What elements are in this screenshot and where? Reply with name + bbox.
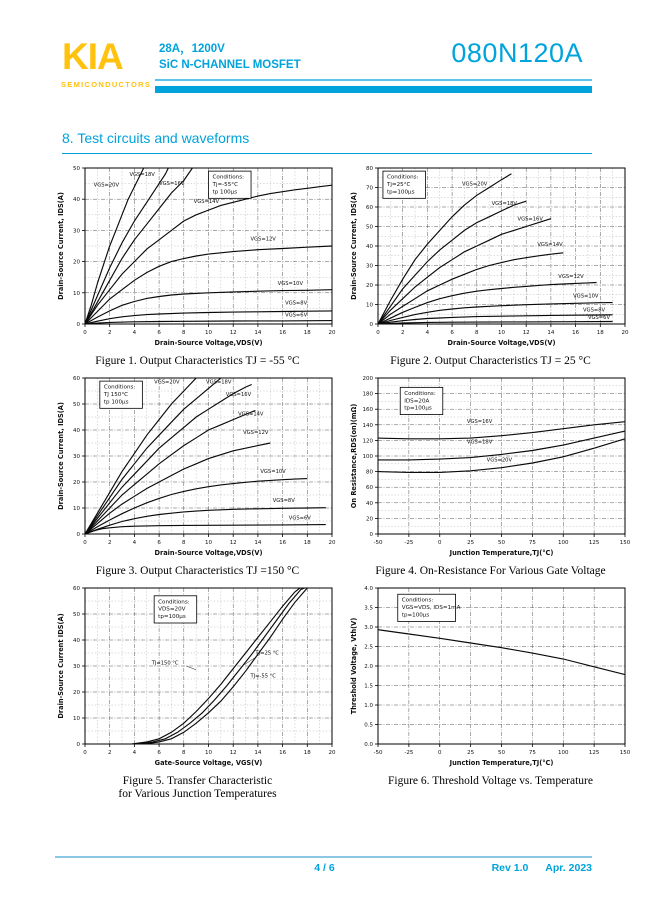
figure-6 bbox=[348, 582, 633, 801]
svg-text:TJ=150 °C: TJ=150 °C bbox=[151, 660, 179, 667]
device-subtitle bbox=[159, 41, 301, 73]
svg-text:4: 4 bbox=[132, 750, 137, 756]
svg-text:0.5: 0.5 bbox=[364, 722, 373, 729]
svg-text:12: 12 bbox=[229, 750, 237, 756]
svg-text:2: 2 bbox=[107, 750, 112, 756]
svg-text:20: 20 bbox=[328, 750, 336, 756]
svg-text:4: 4 bbox=[132, 330, 137, 336]
svg-text:150: 150 bbox=[619, 750, 631, 756]
svg-text:18: 18 bbox=[303, 750, 311, 756]
svg-text:12: 12 bbox=[522, 330, 530, 336]
figure-4-chart bbox=[348, 372, 633, 564]
svg-text:20: 20 bbox=[328, 540, 336, 546]
svg-text:VGS=6V: VGS=6V bbox=[285, 312, 308, 319]
svg-text:2: 2 bbox=[400, 330, 405, 336]
svg-text:50: 50 bbox=[73, 166, 80, 172]
svg-text:180: 180 bbox=[362, 391, 373, 398]
svg-text:2.0: 2.0 bbox=[364, 664, 373, 670]
svg-text:VGS=8V: VGS=8V bbox=[285, 300, 308, 307]
svg-text:VGS=VDS, IDS=1mA: VGS=VDS, IDS=1mA bbox=[401, 605, 461, 612]
svg-text:160: 160 bbox=[362, 407, 373, 414]
svg-text:2.5: 2.5 bbox=[364, 644, 373, 651]
svg-text:VGS=16V: VGS=16V bbox=[517, 216, 543, 223]
section-title: 8. Test circuits and waveforms bbox=[62, 130, 592, 154]
svg-text:10: 10 bbox=[73, 506, 80, 512]
svg-text:On Resistance,RDS(on)(mΩ): On Resistance,RDS(on)(mΩ) bbox=[350, 403, 358, 509]
figure-1-chart bbox=[55, 162, 340, 354]
svg-text:40: 40 bbox=[366, 244, 373, 250]
svg-text:Drain-Source Current, IDS(A): Drain-Source Current, IDS(A) bbox=[57, 192, 65, 300]
part-number: 080N120A bbox=[451, 38, 583, 68]
svg-text:12: 12 bbox=[229, 330, 237, 336]
svg-text:20: 20 bbox=[621, 330, 629, 336]
svg-text:1.5: 1.5 bbox=[364, 683, 373, 690]
figure-3-chart bbox=[55, 372, 340, 564]
svg-text:40: 40 bbox=[73, 197, 80, 204]
svg-text:6: 6 bbox=[450, 330, 454, 336]
svg-text:75: 75 bbox=[528, 750, 536, 756]
svg-text:0: 0 bbox=[83, 330, 87, 336]
header-divider-bar bbox=[155, 86, 592, 93]
svg-text:0: 0 bbox=[438, 540, 442, 546]
revision-label: Rev 1.0 bbox=[491, 862, 529, 874]
figure-5-caption: Figure 5. Transfer Characteristic for Various Junction Temperatures bbox=[118, 775, 277, 800]
svg-text:140: 140 bbox=[362, 422, 373, 429]
svg-text:0: 0 bbox=[76, 322, 80, 328]
header-divider-thin bbox=[155, 79, 592, 81]
svg-text:Junction Temperature,TJ(°C): Junction Temperature,TJ(°C) bbox=[449, 759, 554, 767]
svg-text:VGS=14V: VGS=14V bbox=[193, 198, 220, 205]
svg-text:0: 0 bbox=[76, 742, 80, 748]
svg-text:0: 0 bbox=[369, 322, 373, 328]
device-rating: 28A，1200V bbox=[159, 43, 225, 55]
svg-text:Conditions:: Conditions: bbox=[212, 174, 244, 181]
svg-text:VGS=10V: VGS=10V bbox=[277, 281, 304, 287]
svg-text:VDS=20V: VDS=20V bbox=[158, 606, 186, 613]
svg-text:50: 50 bbox=[73, 402, 80, 408]
svg-text:VGS=14V: VGS=14V bbox=[537, 242, 563, 248]
svg-text:50: 50 bbox=[498, 750, 505, 756]
revision-date: Apr. 2023 bbox=[545, 862, 592, 874]
figure-5 bbox=[55, 582, 340, 801]
svg-text:120: 120 bbox=[362, 438, 373, 445]
svg-text:VGS=8V: VGS=8V bbox=[583, 307, 606, 314]
svg-text:VGS=18V: VGS=18V bbox=[491, 201, 517, 208]
svg-text:10: 10 bbox=[73, 290, 80, 297]
svg-text:tp=100μs: tp=100μs bbox=[158, 614, 186, 621]
svg-text:2: 2 bbox=[107, 540, 112, 546]
svg-text:3.5: 3.5 bbox=[364, 605, 373, 612]
svg-text:VGS=12V: VGS=12V bbox=[558, 274, 584, 281]
page-number: 4 / 6 bbox=[314, 862, 335, 874]
svg-text:1.0: 1.0 bbox=[364, 703, 373, 709]
svg-text:VGS=6V: VGS=6V bbox=[587, 314, 611, 321]
svg-text:-25: -25 bbox=[404, 750, 414, 756]
svg-text:10: 10 bbox=[205, 330, 212, 336]
figure-4 bbox=[348, 372, 633, 578]
svg-text:18: 18 bbox=[303, 330, 311, 336]
svg-text:tp=100μs: tp=100μs bbox=[401, 612, 430, 619]
svg-text:Drain-Source Current, IDS(A): Drain-Source Current, IDS(A) bbox=[350, 192, 358, 300]
svg-text:10: 10 bbox=[205, 750, 212, 756]
svg-text:-25: -25 bbox=[404, 540, 414, 546]
svg-text:Drain-Source Current, IDS(A): Drain-Source Current, IDS(A) bbox=[57, 402, 65, 510]
svg-text:6: 6 bbox=[157, 540, 161, 546]
svg-text:VGS=14V: VGS=14V bbox=[238, 411, 264, 418]
svg-text:tp=100μs: tp=100μs bbox=[404, 405, 432, 412]
svg-text:Drain-Source Voltage,VDS(V): Drain-Source Voltage,VDS(V) bbox=[154, 339, 263, 347]
svg-text:50: 50 bbox=[498, 540, 505, 546]
svg-text:0: 0 bbox=[369, 532, 373, 538]
figure-4-caption: Figure 4. On-Resistance For Various Gate Voltage bbox=[375, 565, 606, 577]
svg-text:25: 25 bbox=[467, 750, 475, 756]
svg-text:0: 0 bbox=[76, 532, 80, 538]
svg-text:Conditions:: Conditions: bbox=[401, 597, 434, 604]
svg-text:30: 30 bbox=[73, 664, 80, 670]
svg-text:30: 30 bbox=[366, 263, 373, 270]
svg-text:VGS=10V: VGS=10V bbox=[260, 468, 286, 475]
svg-text:VGS=8V: VGS=8V bbox=[272, 498, 295, 505]
figure-5-chart bbox=[55, 582, 340, 774]
svg-text:100: 100 bbox=[558, 540, 569, 546]
svg-text:20: 20 bbox=[366, 516, 373, 523]
svg-text:20: 20 bbox=[328, 330, 336, 336]
svg-text:30: 30 bbox=[73, 454, 80, 460]
figure-2-chart bbox=[348, 162, 633, 354]
svg-text:VGS=18V: VGS=18V bbox=[206, 379, 232, 386]
svg-text:VGS=10V: VGS=10V bbox=[573, 293, 599, 300]
svg-text:14: 14 bbox=[254, 540, 262, 546]
svg-text:0: 0 bbox=[83, 540, 87, 546]
svg-text:Gate-Source Voltage, VGS(V): Gate-Source Voltage, VGS(V) bbox=[154, 759, 263, 767]
svg-text:6: 6 bbox=[157, 750, 161, 756]
svg-text:25: 25 bbox=[467, 540, 475, 546]
svg-text:40: 40 bbox=[73, 638, 80, 644]
svg-text:8: 8 bbox=[475, 330, 479, 336]
svg-text:VGS=20V: VGS=20V bbox=[93, 182, 120, 189]
svg-text:100: 100 bbox=[558, 750, 569, 756]
svg-text:10: 10 bbox=[498, 330, 505, 336]
svg-text:VGS=18V: VGS=18V bbox=[466, 439, 493, 446]
svg-text:0: 0 bbox=[83, 750, 87, 756]
svg-text:70: 70 bbox=[366, 185, 373, 192]
svg-text:16: 16 bbox=[572, 330, 580, 336]
svg-text:VGS=12V: VGS=12V bbox=[250, 236, 276, 243]
svg-text:30: 30 bbox=[73, 228, 80, 235]
svg-text:6: 6 bbox=[157, 330, 161, 336]
svg-text:60: 60 bbox=[73, 376, 80, 382]
svg-text:20: 20 bbox=[366, 283, 373, 289]
svg-text:4.0: 4.0 bbox=[364, 586, 373, 592]
svg-text:60: 60 bbox=[366, 485, 373, 492]
svg-text:VGS=18V: VGS=18V bbox=[129, 171, 155, 178]
svg-text:40: 40 bbox=[73, 428, 80, 434]
svg-text:Drain-Source Voltage,VDS(V): Drain-Source Voltage,VDS(V) bbox=[154, 549, 263, 557]
svg-text:Conditions:: Conditions: bbox=[158, 599, 190, 606]
svg-text:IDS=20A: IDS=20A bbox=[404, 398, 430, 405]
svg-text:8: 8 bbox=[182, 540, 186, 546]
svg-text:60: 60 bbox=[366, 205, 373, 211]
svg-text:50: 50 bbox=[366, 224, 373, 231]
svg-text:4: 4 bbox=[132, 540, 137, 546]
svg-text:20: 20 bbox=[73, 690, 80, 696]
svg-text:TJ 150°C: TJ 150°C bbox=[103, 392, 129, 399]
svg-text:10: 10 bbox=[205, 540, 212, 546]
svg-text:100: 100 bbox=[362, 454, 373, 460]
svg-text:tp=100μs: tp=100μs bbox=[386, 189, 415, 196]
svg-text:0: 0 bbox=[376, 330, 380, 336]
svg-text:Drain-Source Current IDS(A): Drain-Source Current IDS(A) bbox=[57, 613, 65, 719]
svg-text:4: 4 bbox=[425, 330, 430, 336]
svg-text:10: 10 bbox=[73, 716, 80, 722]
figure-2 bbox=[348, 162, 633, 368]
figure-3-caption: Figure 3. Output Characteristics TJ =150 °C bbox=[95, 565, 300, 577]
svg-text:TJ=25 °C: TJ=25 °C bbox=[255, 650, 279, 657]
svg-text:40: 40 bbox=[366, 500, 373, 507]
chart-svg bbox=[55, 582, 340, 774]
svg-text:VGS=20V: VGS=20V bbox=[486, 457, 513, 464]
svg-text:Threshold Voltage, Vth(V): Threshold Voltage, Vth(V) bbox=[350, 617, 358, 715]
figure-6-caption: Figure 6. Threshold Voltage vs. Temperature bbox=[388, 775, 593, 787]
svg-text:14: 14 bbox=[254, 750, 262, 756]
svg-text:80: 80 bbox=[366, 166, 373, 172]
svg-text:Drain-Source Voltage,VDS(V): Drain-Source Voltage,VDS(V) bbox=[447, 339, 556, 347]
svg-text:20: 20 bbox=[73, 259, 80, 266]
svg-text:200: 200 bbox=[362, 376, 373, 382]
kia-logo-subtext: SEMICONDUCTORS bbox=[61, 80, 152, 89]
svg-text:18: 18 bbox=[596, 330, 604, 336]
svg-text:12: 12 bbox=[229, 540, 237, 546]
svg-text:80: 80 bbox=[366, 469, 373, 476]
svg-text:3.0: 3.0 bbox=[364, 625, 373, 631]
svg-text:16: 16 bbox=[279, 540, 287, 546]
svg-text:20: 20 bbox=[73, 480, 80, 486]
svg-text:VGS=20V: VGS=20V bbox=[461, 181, 488, 188]
svg-text:Conditions:: Conditions: bbox=[103, 384, 136, 391]
svg-text:16: 16 bbox=[279, 330, 287, 336]
svg-text:125: 125 bbox=[588, 540, 600, 546]
svg-text:150: 150 bbox=[619, 540, 631, 546]
svg-text:tp 100μs: tp 100μs bbox=[103, 399, 129, 406]
kia-logo: KIA bbox=[62, 36, 123, 77]
figure-6-chart bbox=[348, 582, 633, 774]
chart-svg bbox=[55, 162, 340, 354]
svg-text:8: 8 bbox=[182, 750, 186, 756]
svg-text:Tj=-55°C: Tj=-55°C bbox=[212, 182, 238, 189]
svg-text:Conditions:: Conditions: bbox=[386, 174, 419, 181]
chart-svg bbox=[348, 372, 633, 564]
svg-text:0: 0 bbox=[438, 750, 442, 756]
svg-text:Tj=25°C: Tj=25°C bbox=[386, 182, 411, 189]
svg-text:VGS=16V: VGS=16V bbox=[225, 392, 252, 399]
svg-text:-50: -50 bbox=[373, 540, 383, 546]
svg-text:Junction Temperature,TJ(°C): Junction Temperature,TJ(°C) bbox=[449, 549, 554, 557]
svg-text:VGS=16V: VGS=16V bbox=[466, 419, 493, 426]
svg-text:8: 8 bbox=[182, 330, 186, 336]
svg-text:125: 125 bbox=[588, 750, 600, 756]
svg-text:0.0: 0.0 bbox=[364, 742, 373, 748]
svg-text:-50: -50 bbox=[373, 750, 383, 756]
figure-1 bbox=[55, 162, 340, 368]
figure-2-caption: Figure 2. Output Characteristics TJ = 25 °C bbox=[390, 355, 591, 367]
device-type: SiC N-CHANNEL MOSFET bbox=[159, 59, 301, 71]
svg-text:75: 75 bbox=[528, 540, 536, 546]
svg-text:50: 50 bbox=[73, 612, 80, 618]
svg-text:Conditions:: Conditions: bbox=[404, 390, 436, 397]
svg-text:14: 14 bbox=[254, 330, 262, 336]
svg-text:2: 2 bbox=[107, 330, 112, 336]
svg-text:VGS=6V: VGS=6V bbox=[288, 515, 311, 522]
chart-svg bbox=[348, 162, 633, 354]
svg-text:VGS=16V: VGS=16V bbox=[159, 181, 185, 188]
chart-svg bbox=[55, 372, 340, 564]
svg-text:14: 14 bbox=[547, 330, 555, 336]
svg-text:18: 18 bbox=[303, 540, 311, 546]
svg-text:VGS=20V: VGS=20V bbox=[154, 379, 180, 386]
figure-1-caption: Figure 1. Output Characteristics TJ = -55 °C bbox=[95, 355, 300, 367]
figures-grid bbox=[55, 162, 633, 801]
svg-text:60: 60 bbox=[73, 586, 80, 592]
svg-text:VGS=12V: VGS=12V bbox=[243, 429, 269, 436]
footer-divider bbox=[55, 856, 592, 858]
svg-text:TJ=-55 °C: TJ=-55 °C bbox=[250, 673, 276, 680]
figure-3 bbox=[55, 372, 340, 578]
svg-text:16: 16 bbox=[279, 750, 287, 756]
revision-info bbox=[492, 862, 592, 874]
svg-text:10: 10 bbox=[366, 302, 373, 309]
svg-text:tp 100μs: tp 100μs bbox=[212, 189, 238, 196]
chart-svg bbox=[348, 582, 633, 774]
